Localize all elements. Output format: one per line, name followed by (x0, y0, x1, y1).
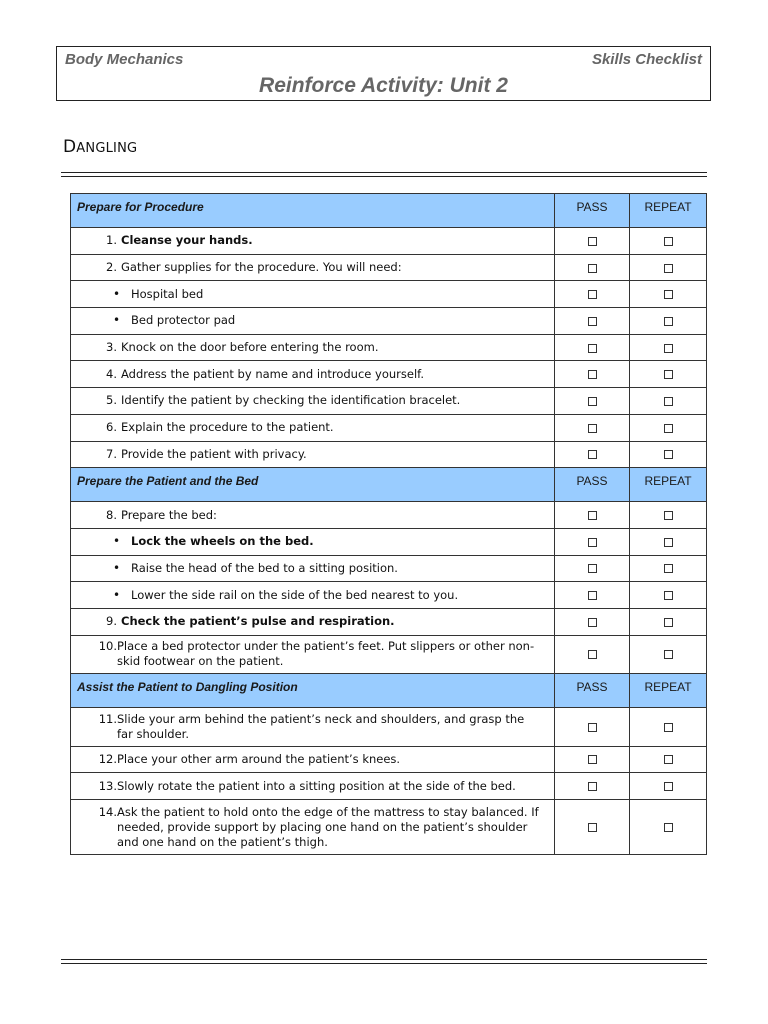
pass-checkbox[interactable] (588, 264, 597, 273)
section-header-row (71, 194, 707, 228)
checklist-row (71, 361, 707, 388)
checklist-row (71, 254, 707, 281)
pass-checkbox-cell (555, 502, 630, 529)
pass-checkbox[interactable] (588, 424, 597, 433)
repeat-checkbox[interactable] (664, 823, 673, 832)
repeat-checkbox[interactable] (664, 397, 673, 406)
step-number: 5. (106, 393, 117, 408)
top-rule-2 (61, 176, 707, 177)
pass-column-header: PASS (555, 673, 630, 707)
pass-checkbox-cell (555, 308, 630, 335)
step-description (71, 746, 555, 773)
checklist-row (71, 388, 707, 415)
checklist-row (71, 635, 707, 673)
header-title: Reinforce Activity: Unit 2 (259, 74, 508, 97)
bottom-rule-2 (61, 963, 707, 964)
step-text: Bed protector pad (131, 313, 236, 328)
page-header (56, 46, 711, 101)
pass-checkbox-cell (555, 800, 630, 855)
checklist-row (71, 308, 707, 335)
repeat-checkbox[interactable] (664, 538, 673, 547)
section-heading (63, 137, 137, 157)
step-number: 7. (106, 446, 117, 461)
step-text: Cleanse your hands. (121, 233, 253, 248)
pass-checkbox-cell (555, 334, 630, 361)
checklist-row (71, 582, 707, 609)
step-description (71, 582, 555, 609)
pass-checkbox-cell (555, 361, 630, 388)
header-course: Body Mechanics (65, 51, 184, 68)
checklist-row (71, 608, 707, 635)
repeat-checkbox-cell (630, 441, 707, 468)
pass-checkbox-cell (555, 608, 630, 635)
repeat-checkbox[interactable] (664, 723, 673, 732)
step-description (71, 254, 555, 281)
section-heading-rest: ANGLING (76, 141, 138, 156)
section-header-row (71, 673, 707, 707)
repeat-checkbox-cell (630, 746, 707, 773)
step-number: 8. (106, 507, 117, 522)
repeat-column-header: REPEAT (630, 468, 707, 502)
pass-checkbox[interactable] (588, 538, 597, 547)
repeat-checkbox[interactable] (664, 317, 673, 326)
pass-checkbox[interactable] (588, 511, 597, 520)
step-text: Slide your arm behind the patient’s neck and shoulders, and grasp the far shoulder. (117, 711, 525, 741)
step-text: Lower the side rail on the side of the bed nearest to you. (131, 587, 459, 602)
pass-checkbox[interactable] (588, 370, 597, 379)
pass-checkbox[interactable] (588, 591, 597, 600)
pass-checkbox[interactable] (588, 290, 597, 299)
checklist-row (71, 528, 707, 555)
section-title: Prepare the Patient and the Bed (71, 468, 555, 502)
header-doc-type: Skills Checklist (591, 51, 702, 68)
checklist-row (71, 441, 707, 468)
section-heading-initial: D (63, 137, 77, 157)
step-number: 9. (106, 614, 117, 629)
bullet-icon: • (113, 560, 121, 575)
pass-checkbox[interactable] (588, 450, 597, 459)
step-description (71, 608, 555, 635)
pass-checkbox[interactable] (588, 564, 597, 573)
step-description (71, 707, 555, 746)
step-text: Prepare the bed: (121, 507, 217, 522)
step-number: 4. (106, 366, 117, 381)
repeat-checkbox-cell (630, 555, 707, 582)
section-title: Prepare for Procedure (71, 194, 555, 228)
step-description (71, 555, 555, 582)
bullet-icon: • (113, 313, 121, 328)
step-text: Ask the patient to hold onto the edge of the mattress to stay balanced. If needed, provide support by placing one hand on the patient’s shoulder and one hand on the patient’s thigh. (117, 804, 539, 849)
section-title: Assist the Patient to Dangling Position (71, 673, 555, 707)
step-text: Identify the patient by checking the identification bracelet. (121, 393, 461, 408)
repeat-checkbox[interactable] (664, 424, 673, 433)
repeat-checkbox-cell (630, 228, 707, 255)
checklist-table (70, 193, 707, 855)
pass-checkbox-cell (555, 773, 630, 800)
checklist-row (71, 773, 707, 800)
step-description (71, 635, 555, 673)
step-number: 13. (98, 778, 117, 793)
bullet-icon: • (113, 534, 121, 549)
step-description (71, 800, 555, 855)
step-description (71, 414, 555, 441)
repeat-checkbox-cell (630, 502, 707, 529)
checklist-row (71, 746, 707, 773)
pass-checkbox-cell (555, 582, 630, 609)
step-number: 3. (106, 340, 117, 355)
repeat-checkbox-cell (630, 707, 707, 746)
step-number: 6. (106, 420, 117, 435)
checklist-row (71, 334, 707, 361)
repeat-checkbox[interactable] (664, 591, 673, 600)
step-description (71, 773, 555, 800)
checklist-row (71, 707, 707, 746)
step-text: Hospital bed (131, 286, 204, 301)
pass-checkbox[interactable] (588, 237, 597, 246)
repeat-checkbox[interactable] (664, 290, 673, 299)
step-description (71, 528, 555, 555)
step-text: Provide the patient with privacy. (121, 446, 307, 461)
step-number: 12. (98, 751, 117, 766)
repeat-checkbox[interactable] (664, 782, 673, 791)
repeat-checkbox-cell (630, 800, 707, 855)
step-text: Raise the head of the bed to a sitting position. (131, 560, 398, 575)
repeat-checkbox-cell (630, 334, 707, 361)
step-text: Check the patient’s pulse and respiration. (121, 614, 395, 629)
step-description (71, 441, 555, 468)
step-text: Knock on the door before entering the room. (121, 340, 379, 355)
pass-checkbox-cell (555, 281, 630, 308)
repeat-checkbox[interactable] (664, 511, 673, 520)
repeat-checkbox[interactable] (664, 344, 673, 353)
step-text: Explain the procedure to the patient. (121, 420, 334, 435)
pass-checkbox-cell (555, 228, 630, 255)
repeat-checkbox-cell (630, 254, 707, 281)
checklist-row (71, 800, 707, 855)
checklist-row (71, 414, 707, 441)
pass-checkbox[interactable] (588, 397, 597, 406)
step-number: 1. (106, 233, 117, 248)
repeat-column-header: REPEAT (630, 673, 707, 707)
checklist-row (71, 502, 707, 529)
repeat-checkbox[interactable] (664, 618, 673, 627)
step-text: Place a bed protector under the patient’s feet. Put slippers or other non-skid footwear on the patient. (117, 639, 535, 669)
pass-checkbox[interactable] (588, 823, 597, 832)
checklist-row (71, 555, 707, 582)
step-text: Slowly rotate the patient into a sitting position at the side of the bed. (117, 778, 516, 793)
pass-checkbox-cell (555, 254, 630, 281)
pass-column-header: PASS (555, 194, 630, 228)
pass-column-header: PASS (555, 468, 630, 502)
step-number: 14. (98, 804, 117, 819)
step-description (71, 281, 555, 308)
repeat-checkbox[interactable] (664, 264, 673, 273)
top-rule-1 (61, 172, 707, 173)
pass-checkbox[interactable] (588, 650, 597, 659)
repeat-checkbox-cell (630, 414, 707, 441)
pass-checkbox[interactable] (588, 317, 597, 326)
repeat-checkbox[interactable] (664, 450, 673, 459)
pass-checkbox[interactable] (588, 782, 597, 791)
bullet-icon: • (113, 286, 121, 301)
step-text: Place your other arm around the patient’s knees. (117, 751, 401, 766)
bullet-icon: • (113, 587, 121, 602)
pass-checkbox-cell (555, 555, 630, 582)
pass-checkbox-cell (555, 528, 630, 555)
step-text: Lock the wheels on the bed. (131, 534, 314, 549)
step-description (71, 334, 555, 361)
repeat-checkbox-cell (630, 281, 707, 308)
pass-checkbox-cell (555, 746, 630, 773)
step-description (71, 361, 555, 388)
pass-checkbox[interactable] (588, 344, 597, 353)
repeat-column-header: REPEAT (630, 194, 707, 228)
repeat-checkbox-cell (630, 361, 707, 388)
repeat-checkbox-cell (630, 608, 707, 635)
repeat-checkbox[interactable] (664, 237, 673, 246)
pass-checkbox[interactable] (588, 755, 597, 764)
checklist-row (71, 228, 707, 255)
repeat-checkbox[interactable] (664, 564, 673, 573)
repeat-checkbox-cell (630, 388, 707, 415)
repeat-checkbox[interactable] (664, 650, 673, 659)
pass-checkbox-cell (555, 707, 630, 746)
step-description (71, 388, 555, 415)
repeat-checkbox-cell (630, 773, 707, 800)
pass-checkbox-cell (555, 414, 630, 441)
section-header-row (71, 468, 707, 502)
bottom-rule-1 (61, 959, 707, 960)
repeat-checkbox-cell (630, 308, 707, 335)
repeat-checkbox-cell (630, 528, 707, 555)
checklist-row (71, 281, 707, 308)
pass-checkbox-cell (555, 441, 630, 468)
step-number: 11. (98, 711, 117, 726)
repeat-checkbox-cell (630, 582, 707, 609)
step-number: 2. (106, 260, 117, 275)
step-number: 10. (98, 639, 117, 654)
pass-checkbox-cell (555, 388, 630, 415)
step-text: Gather supplies for the procedure. You will need: (121, 260, 402, 275)
pass-checkbox-cell (555, 635, 630, 673)
step-text: Address the patient by name and introduce yourself. (121, 366, 425, 381)
step-description (71, 502, 555, 529)
pass-checkbox[interactable] (588, 618, 597, 627)
repeat-checkbox[interactable] (664, 370, 673, 379)
repeat-checkbox-cell (630, 635, 707, 673)
step-description (71, 228, 555, 255)
step-description (71, 308, 555, 335)
pass-checkbox[interactable] (588, 723, 597, 732)
repeat-checkbox[interactable] (664, 755, 673, 764)
